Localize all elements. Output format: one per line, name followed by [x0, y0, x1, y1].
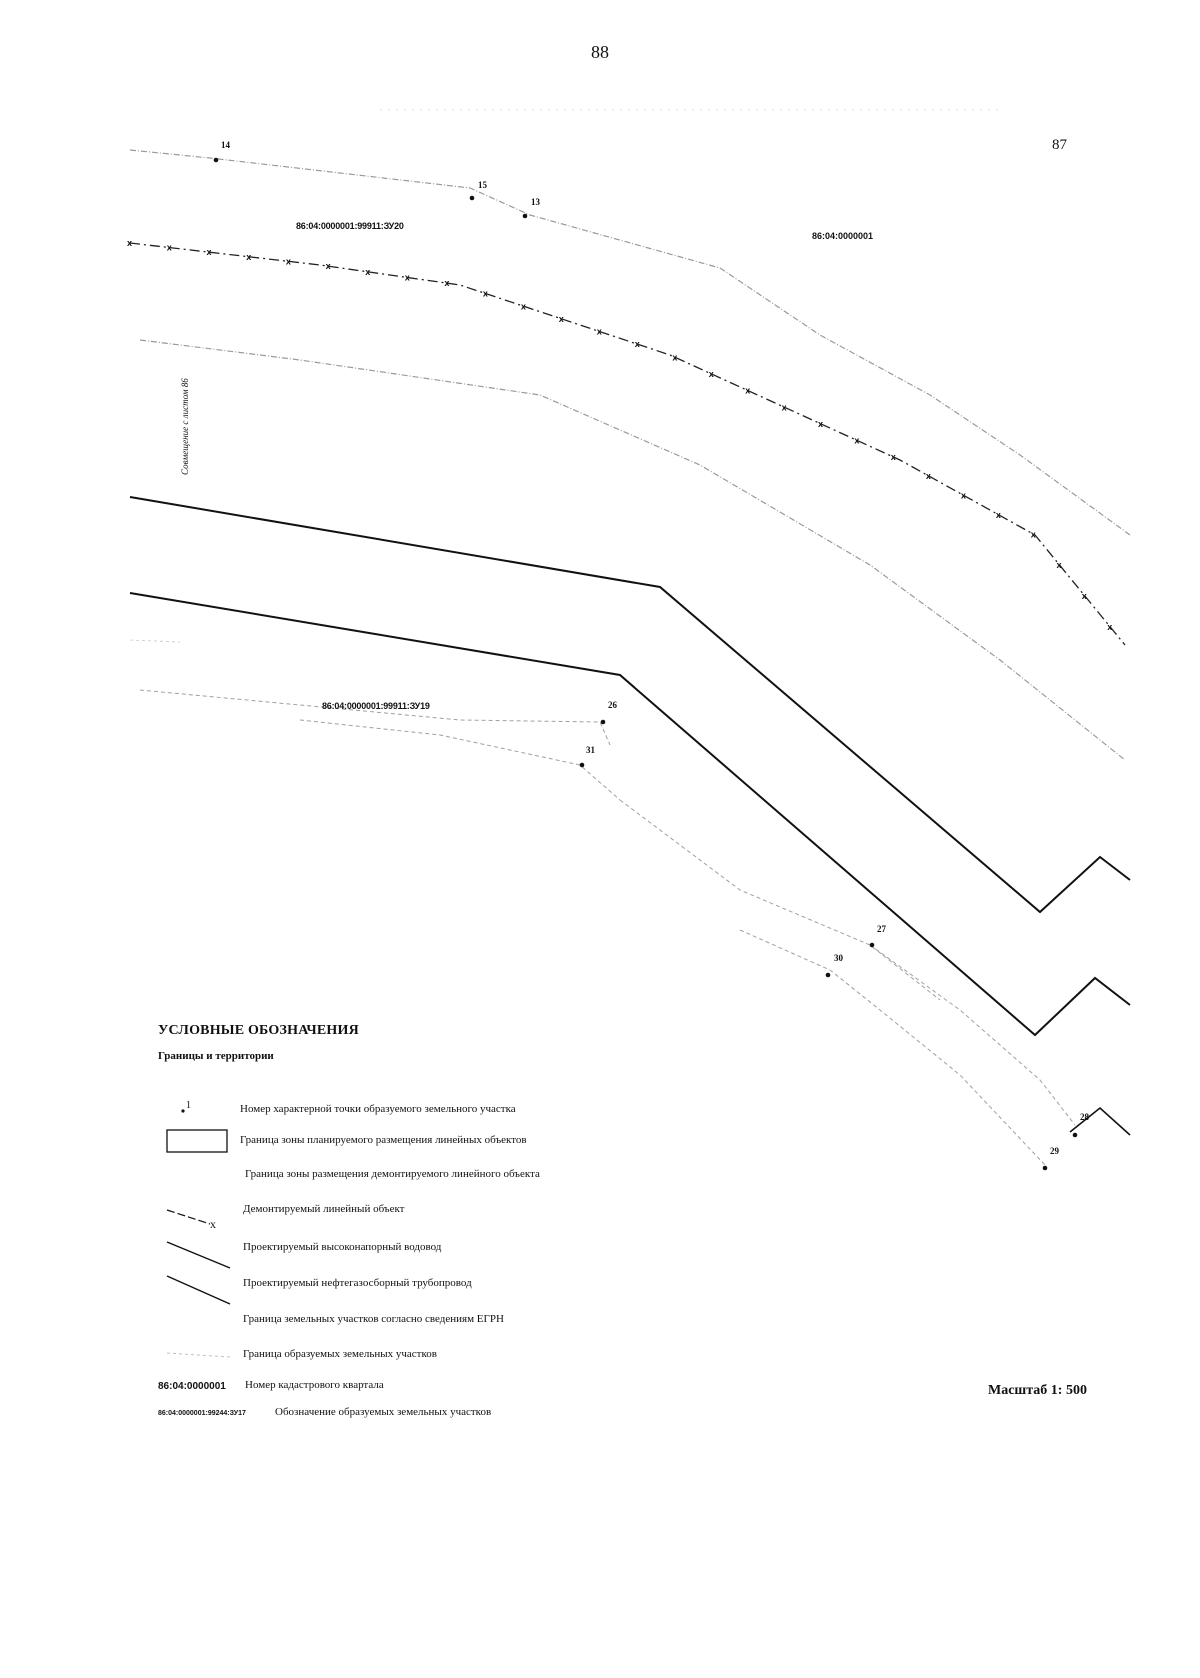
formed-parcel-boundary-1: [140, 690, 610, 745]
formed-parcel-boundary-4: [740, 930, 1045, 1165]
legend-text: Граница зоны планируемого размещения линейных объектов: [240, 1134, 527, 1146]
point-label-31: 31: [586, 745, 595, 755]
formed-parcel-boundary-3: [620, 800, 940, 1000]
x-mark: x: [818, 418, 824, 429]
legend-item-water-pipeline: [150, 1236, 770, 1262]
sheet-match-note: Совмещение с листом 86: [180, 378, 190, 475]
x-mark: x: [745, 385, 751, 396]
formed-parcel-boundary-2: [300, 720, 620, 800]
svg-text:x: x: [210, 1217, 216, 1231]
x-mark: x: [596, 326, 602, 337]
legend-subtitle: Границы и территории: [158, 1050, 274, 1062]
legend-item-point-number: [150, 1098, 770, 1124]
legend-quarter-text: Номер кадастрового квартала: [245, 1379, 384, 1391]
legend-item-oil-gas-pipeline: [150, 1272, 770, 1298]
x-mark: x: [285, 256, 291, 267]
x-mark: x: [166, 242, 172, 253]
legend-text: Граница зоны размещения демонтируемого линейного объекта: [245, 1168, 540, 1180]
point-31-marker: [580, 763, 585, 768]
legend-text: Проектируемый нефтегазосборный трубопровод: [243, 1277, 472, 1289]
legend-parcel-text: Обозначение образуемых земельных участков: [275, 1406, 492, 1418]
point-label-14: 14: [221, 140, 230, 150]
legend-item-dismantle-zone: [150, 1163, 770, 1189]
x-mark: x: [708, 369, 714, 380]
legend-item-formed-parcel-boundary: [150, 1343, 770, 1369]
x-mark: x: [325, 261, 331, 272]
adjacent-sheet-number: 87: [1052, 137, 1067, 153]
point-27-marker: [870, 943, 875, 948]
dismantled-linear-object: [130, 243, 1125, 645]
dismantled-x-marks: [127, 238, 1112, 632]
parcel-label-zu19: 86:04:0000001:99911:ЗУ19: [322, 701, 430, 711]
legend-text: Граница земельных участков согласно сведениям ЕГРН: [243, 1313, 504, 1325]
cadastral-quarter-label: 86:04:0000001: [812, 231, 874, 241]
point-label-13: 13: [531, 197, 540, 207]
x-mark: x: [482, 288, 488, 299]
parcel-label-zu20: 86:04:0000001:99911:ЗУ20: [296, 221, 404, 231]
faint-left-edge: [130, 640, 180, 642]
formed-parcel-boundary-5: [870, 945, 1075, 1125]
point-label-28: 28: [1080, 1112, 1089, 1122]
x-mark: x: [444, 278, 450, 289]
x-mark: x: [960, 490, 966, 501]
point-label-27: 27: [877, 924, 886, 934]
point-30-marker: [826, 973, 831, 978]
legend-point-symbol-label: 1: [186, 1100, 191, 1111]
x-mark: x: [854, 435, 860, 446]
planned-zone-boundary-bottom: [1070, 1108, 1130, 1135]
point-label-29: 29: [1050, 1146, 1059, 1156]
x-mark: x: [1056, 559, 1062, 570]
legend-text: Демонтируемый линейный объект: [243, 1203, 405, 1215]
legend-text: Номер характерной точки образуемого земельного участка: [240, 1103, 516, 1115]
legend-title: УСЛОВНЫЕ ОБОЗНАЧЕНИЯ: [158, 1023, 359, 1038]
point-14-marker: [214, 158, 219, 163]
point-26-marker: [601, 720, 606, 725]
point-15-marker: [470, 196, 475, 201]
characteristic-points: [214, 158, 1078, 1171]
dismantle-zone-lower: [140, 340, 1125, 760]
planned-zone-boundary-upper: [130, 497, 1130, 912]
point-29-marker: [1043, 1166, 1048, 1171]
legend-item-dismantled-object: [150, 1198, 770, 1224]
x-mark: x: [1030, 529, 1036, 540]
planned-zone-boundary-lower: [130, 590, 1130, 1035]
point-13-marker: [523, 214, 528, 219]
legend-item-egrn-boundary: [150, 1308, 770, 1334]
legend-text: Граница образуемых земельных участков: [243, 1348, 437, 1360]
map-scale: Масштаб 1: 500: [988, 1383, 1087, 1398]
x-mark: x: [404, 272, 410, 283]
x-mark: x: [925, 471, 931, 482]
legend-item-planned-zone: [150, 1129, 770, 1155]
point-label-30: 30: [834, 953, 843, 963]
x-mark: x: [365, 266, 371, 277]
x-mark: x: [127, 238, 133, 248]
point-28-marker: [1073, 1133, 1078, 1138]
point-label-26: 26: [608, 700, 617, 710]
legend-parcel-code: 86:04:0000001:99244:ЗУ17: [158, 1410, 246, 1417]
x-mark: x: [995, 509, 1001, 520]
x-mark: x: [520, 301, 526, 312]
x-mark: x: [246, 251, 252, 262]
egrn-boundary-top: [130, 150, 1130, 535]
x-mark: x: [672, 352, 678, 363]
x-mark: x: [206, 247, 212, 258]
legend-text: Проектируемый высоконапорный водовод: [243, 1241, 442, 1253]
x-mark: x: [890, 452, 896, 463]
x-mark: x: [781, 402, 787, 413]
point-label-15: 15: [478, 180, 487, 190]
x-mark: x: [1107, 621, 1113, 632]
x-mark: x: [634, 339, 640, 350]
x-mark: x: [1081, 590, 1087, 601]
x-mark: x: [558, 313, 564, 324]
legend-quarter-code: 86:04:0000001: [158, 1381, 226, 1392]
page-number: 88: [591, 42, 609, 62]
